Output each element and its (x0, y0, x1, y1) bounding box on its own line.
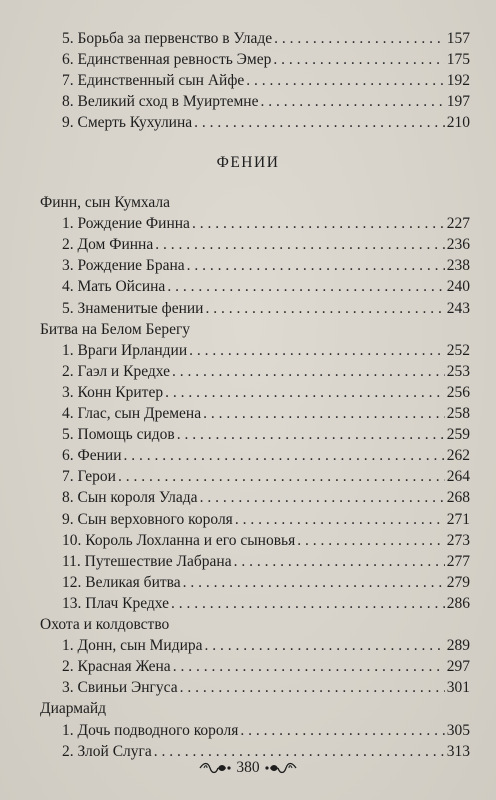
toc-entry-page: 240 (446, 278, 470, 296)
toc-entry (62, 487, 470, 509)
dot-leader (205, 635, 445, 657)
toc-entry-page: 259 (446, 426, 470, 444)
toc-entry-title: 4. Глас, сын Дремена (62, 405, 202, 422)
dot-leader (172, 361, 445, 383)
toc-entry-title: 9. Смерть Кухулина (62, 114, 193, 132)
toc-entry (62, 361, 470, 383)
toc-group-title: Охота и колдовство (40, 616, 170, 633)
toc-entry (62, 340, 470, 362)
toc-entry-title: 2. Красная Жена (62, 658, 171, 676)
page-number: 380 (236, 759, 260, 776)
dot-leader (180, 677, 445, 699)
dot-leader (165, 382, 445, 404)
toc-entry (62, 112, 470, 134)
dot-leader (187, 255, 445, 277)
toc-entry (62, 213, 470, 235)
dot-leader (124, 445, 445, 467)
dot-leader (177, 424, 445, 446)
toc-entry (62, 530, 470, 552)
toc-entry-page: 236 (446, 236, 470, 254)
toc-entry-page: 210 (446, 114, 470, 132)
toc-entry (62, 551, 470, 573)
toc-entry-page: 277 (446, 552, 470, 570)
toc-entry (62, 635, 470, 657)
toc-entry (62, 656, 470, 678)
toc-entry-title: 1. Рождение Финна (62, 215, 190, 233)
dot-leader (274, 28, 445, 50)
toc-entry (62, 234, 470, 256)
dot-leader (183, 572, 445, 594)
toc-entry (62, 403, 470, 425)
dot-leader (173, 656, 445, 678)
dot-leader (155, 234, 445, 256)
toc-entry-title: 10. Король Лохланна и его сыновья (62, 531, 296, 549)
toc-entry-page: 175 (446, 51, 470, 69)
dot-leader (260, 91, 444, 113)
toc-entry-page: 286 (446, 594, 470, 612)
toc-entry-title: 4. Мать Ойсина (62, 278, 166, 296)
toc-entry-title: 11. Путешествие Лабрана (62, 552, 232, 570)
toc-entry-title: 5. Борьба за первенство в Уладе (62, 30, 273, 47)
toc-entry-page: 271 (446, 510, 470, 528)
toc-entry-title: 2. Дом Финна (62, 236, 154, 254)
toc-entry (62, 424, 470, 446)
toc-entry-title: 13. Плач Кредхе (62, 594, 170, 612)
toc-entry-title: 5. Помощь сидов (62, 426, 175, 444)
toc-entry-page: 301 (446, 679, 470, 697)
toc-entry-page: 258 (446, 405, 470, 422)
toc-entry-title: 2. Злой Слуга (62, 742, 152, 760)
floral-ornament-icon (198, 761, 232, 775)
toc-entry (62, 677, 470, 699)
toc-entry (62, 28, 470, 50)
dot-leader (297, 530, 445, 552)
toc-entry-title: 7. Герои (62, 468, 116, 486)
toc-entry-title: 6. Фении (62, 447, 122, 465)
toc-entry (62, 276, 470, 298)
toc-entry-title: 8. Великий сход в Муиртемне (62, 93, 259, 111)
toc-entry (62, 720, 470, 742)
toc-entry-page: 157 (446, 30, 470, 47)
toc-entry (62, 49, 470, 71)
toc-entry-title: 5. Знаменитые фении (62, 299, 204, 317)
dot-leader (194, 112, 445, 134)
dot-leader (205, 298, 444, 320)
toc-entry-page: 192 (446, 72, 470, 90)
toc-entry-title: 3. Рождение Брана (62, 257, 185, 275)
toc-entry-page: 243 (446, 299, 470, 317)
toc-entry-title: 1. Враги Ирландии (62, 341, 188, 359)
toc-entry (62, 91, 470, 113)
dot-leader (240, 720, 444, 742)
toc-entry-title: 9. Сын верховного короля (62, 510, 233, 528)
toc-entry-page: 227 (446, 215, 470, 233)
toc-entry-page: 197 (446, 93, 470, 111)
toc-entry-page: 289 (446, 637, 470, 655)
toc-entry-page: 264 (446, 468, 470, 486)
toc-entry-title: 3. Свиньи Энгуса (62, 679, 178, 697)
toc-entry-page: 262 (446, 447, 470, 465)
toc-group-title: Битва на Белом Берегу (40, 320, 191, 338)
dot-leader (192, 213, 445, 235)
toc-entry (62, 298, 470, 320)
dot-leader (246, 70, 444, 92)
toc-entry-title: 2. Гаэл и Кредхе (62, 362, 171, 380)
toc-entry-page: 268 (446, 489, 470, 507)
dot-leader (273, 49, 444, 71)
dot-leader (189, 340, 445, 362)
toc-entry (62, 382, 470, 404)
toc-entry-page: 313 (446, 742, 470, 760)
toc-entry-page: 253 (446, 362, 470, 380)
toc-entry-page: 256 (446, 383, 470, 401)
toc-entry-page: 238 (446, 257, 470, 275)
toc-group-title: Диармайд (40, 700, 107, 718)
toc-entry-title: 7. Единственный сын Айфе (62, 72, 245, 90)
toc-entry-page: 252 (446, 341, 470, 359)
dot-leader (167, 276, 444, 298)
toc-entry-title: 3. Конн Критер (62, 383, 164, 401)
toc-entry (62, 466, 470, 488)
toc-entry-title: 1. Дочь подводного короля (62, 721, 239, 739)
section-heading: ФЕНИИ (216, 154, 280, 171)
dot-leader (235, 509, 445, 531)
toc-entry-title: 8. Сын короля Улада (62, 489, 198, 507)
dot-leader (200, 487, 445, 509)
toc-entry-title: 12. Великая битва (62, 573, 181, 591)
toc-entry (62, 70, 470, 92)
dot-leader (118, 466, 445, 488)
toc-entry-page: 273 (446, 531, 470, 549)
toc-entry-title: 6. Единственная ревность Эмер (62, 51, 272, 69)
floral-ornament-icon (264, 761, 298, 775)
dot-leader (171, 593, 445, 615)
toc-entry (62, 445, 470, 467)
dot-leader (203, 403, 445, 425)
toc-entry-page: 297 (446, 658, 470, 676)
toc-entry (62, 509, 470, 531)
toc-entry (62, 255, 470, 277)
toc-entry-title: 1. Донн, сын Мидира (62, 637, 203, 655)
toc-entry-page: 279 (446, 573, 470, 591)
toc-entry (62, 593, 470, 615)
page-footer (0, 759, 496, 777)
toc-entry (62, 572, 470, 594)
toc-group-title: Финн, сын Кумхала (40, 194, 171, 211)
dot-leader (234, 551, 445, 573)
toc-entry-page: 305 (446, 721, 470, 739)
